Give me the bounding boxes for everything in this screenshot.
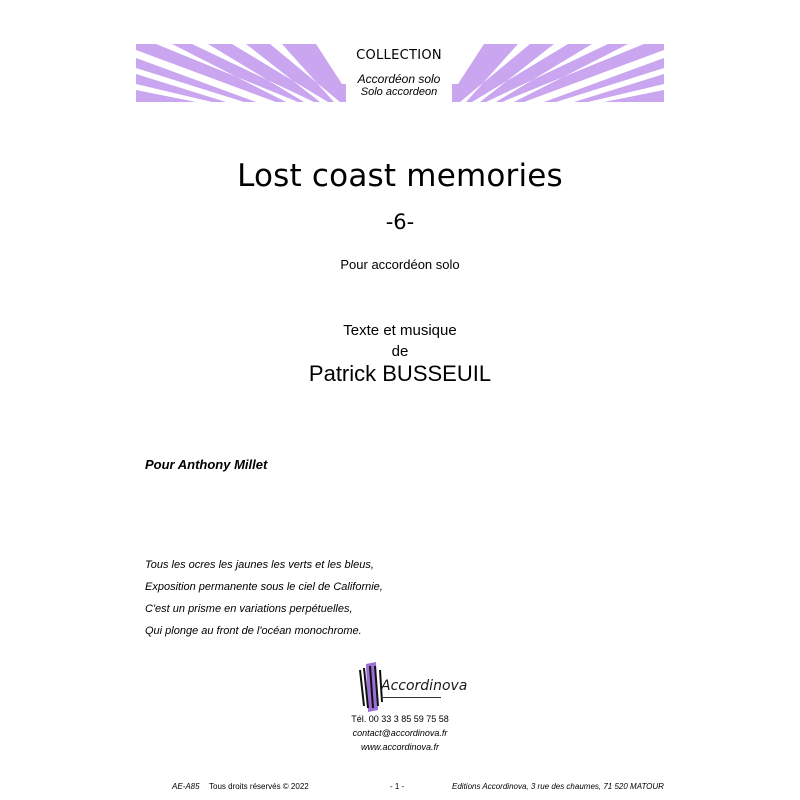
instrument-line: Pour accordéon solo <box>340 257 460 272</box>
credits-line: Texte et musique <box>343 322 457 339</box>
author-name: Patrick BUSSEUIL <box>308 361 492 386</box>
contact-email[interactable]: contact@accordinova.fr <box>352 728 448 738</box>
footer-publisher: Editions Accordinova, 3 rue des chaumes, 71 520 MATOUR <box>452 782 664 791</box>
footer-rights: Tous droits réservés © 2022 <box>209 782 309 791</box>
poem-line: Qui plonge au front de l'océan monochrome. <box>145 625 362 637</box>
contact-website[interactable]: www.accordinova.fr <box>360 742 440 752</box>
collection-subtitle-en: Solo accordeon <box>360 86 438 98</box>
collection-banner <box>136 44 664 102</box>
collection-label: COLLECTION <box>356 48 442 63</box>
poem <box>145 554 383 642</box>
footer-code: AE-A85 <box>172 782 200 791</box>
contact-phone: Tél. 00 33 3 85 59 75 58 <box>351 714 449 724</box>
banner-label-box <box>346 44 452 102</box>
logo-wordmark: Accordinova <box>381 678 468 694</box>
piece-number: -6- <box>385 210 415 234</box>
dedication: Pour Anthony Millet <box>145 457 268 472</box>
collection-subtitle-fr: Accordéon solo <box>357 72 441 86</box>
poem-line: C'est un prisme en variations perpétuelles, <box>145 603 353 615</box>
credits-de: de <box>391 343 409 360</box>
publisher-logo <box>356 660 468 712</box>
poem-line: Exposition permanente sous le ciel de Californie, <box>145 581 383 593</box>
piece-title: Lost coast memories <box>237 158 563 194</box>
logo-underline <box>381 697 441 698</box>
footer-page-number: - 1 - <box>390 782 405 791</box>
poem-line: Tous les ocres les jaunes les verts et les bleus, <box>145 559 374 571</box>
